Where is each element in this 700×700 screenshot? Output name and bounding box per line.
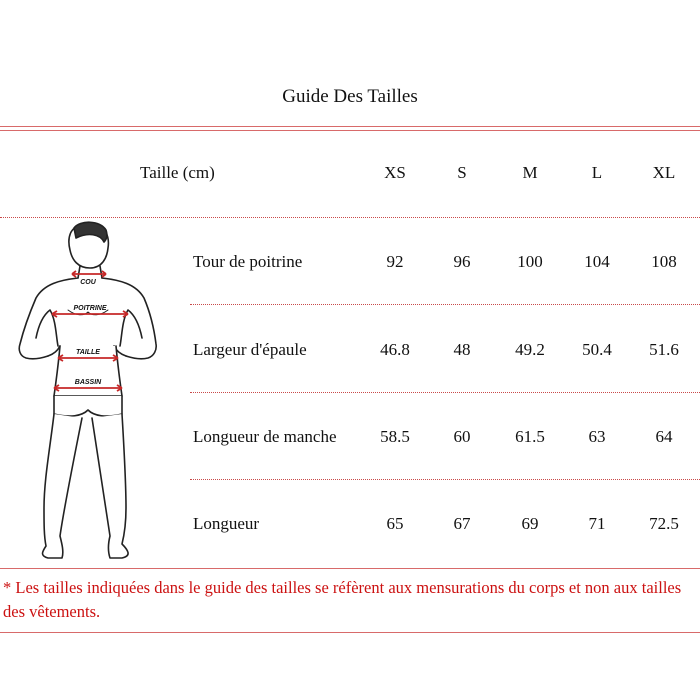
row-label-longueur-de-manche: Longueur de manche [193,427,337,446]
footnote-text: * Les tailles indiquées dans le guide des tailles se réfèrent aux mensurations du corps et non aux tailles des vêtements. [3,578,682,621]
table-cell: 50.4 [582,340,612,359]
row-label-longueur: Longueur [193,514,260,533]
table-cell: 48 [453,340,471,359]
table-cell: 61.5 [515,427,545,446]
row-label-largeur-epaule: Largeur d'épaule [193,340,307,359]
table-cell: 49.2 [515,340,545,359]
body-measurement-figure [10,218,165,568]
figure-label-bassin: BASSIN [74,379,102,386]
table-cell: 67 [453,514,471,533]
table-cell: 64 [655,427,673,446]
figure-label-cou: COU [80,279,96,286]
table-cell: 100 [517,252,543,271]
table-cell: 58.5 [380,427,410,446]
size-header-m: M [522,163,538,182]
table-cell: 72.5 [649,514,679,533]
table-cell: 69 [521,514,539,533]
page-title: Guide Des Tailles [282,86,418,107]
table-cell: 60 [453,427,471,446]
figure-label-taille: TAILLE [76,349,100,356]
table-cell: 92 [386,252,404,271]
row-divider [190,479,700,480]
table-cell: 65 [386,514,404,533]
table-cell: 46.8 [380,340,410,359]
size-header-s: S [457,163,467,182]
table-cell: 104 [584,252,610,271]
row-divider [190,304,700,305]
size-header-label: Taille (cm) [140,163,215,182]
table-cell: 96 [453,252,471,271]
title-divider [0,126,700,131]
row-label-tour-de-poitrine: Tour de poitrine [193,252,303,271]
table-cell: 108 [651,252,677,271]
table-cell: 51.6 [649,340,679,359]
figure-label-poitrine: POITRINE [73,305,107,312]
size-header-xs: XS [384,163,406,182]
row-divider [190,392,700,393]
table-cell: 63 [588,427,606,446]
size-header-l: L [591,163,603,182]
table-cell: 71 [588,514,606,533]
size-header-xl: XL [652,163,676,182]
